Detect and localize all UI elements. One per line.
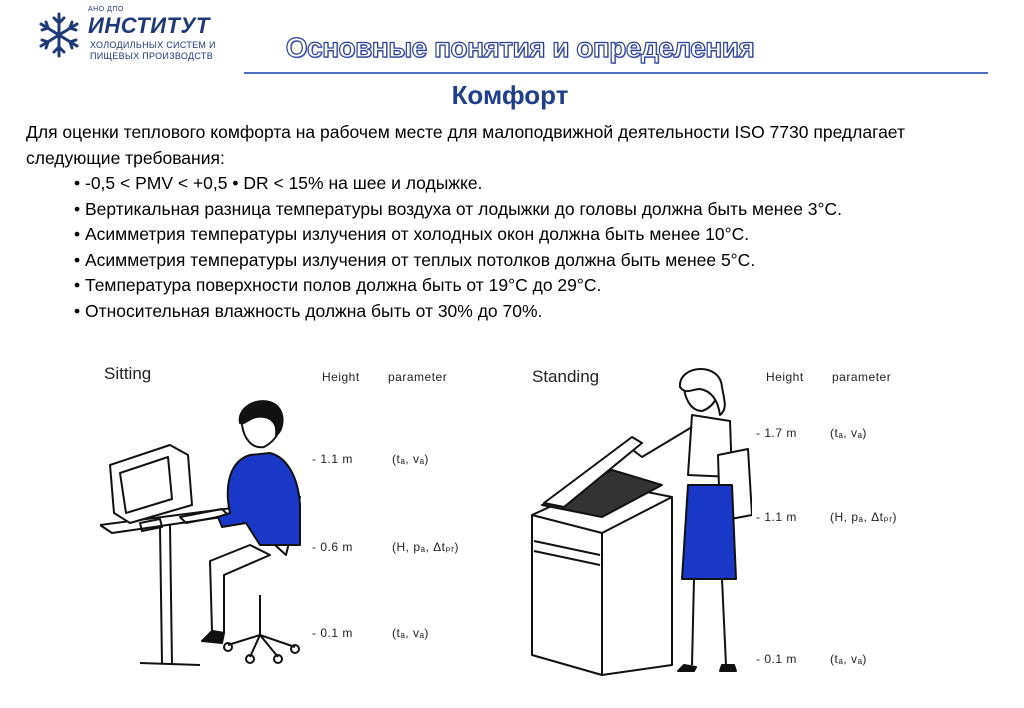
slide-subtitle: Комфорт [451, 80, 569, 110]
sitting-param-row: (tₐ, vₐ) [392, 626, 429, 640]
logo-line-1: ХОЛОДИЛЬНЫХ СИСТЕМ И [90, 40, 216, 50]
standing-label: Standing [532, 367, 600, 386]
standing-param-row: (H, pₐ, Δtₚᵣ) [830, 510, 897, 524]
sitting-height-row: - 0.6 m [312, 540, 353, 554]
bullet-item: • Относительная влажность должна быть от 30% до 70%. [74, 300, 543, 321]
sitting-label: Sitting [104, 364, 152, 383]
standing-height-row: - 1.7 m [756, 426, 797, 440]
bullet-item: • -0,5 < PMV < +0,5 • DR < 15% на шее и лодыжке. [74, 173, 483, 193]
standing-parameter-header: parameter [832, 370, 892, 384]
logo-title: ИНСТИТУТ [88, 13, 210, 38]
bullet-item: • Вертикальная разница температуры воздуха от лодыжки до головы должна быть менее 3°C. [74, 198, 843, 219]
intro-paragraph: Для оценки теплового комфорта на рабочем месте для малоподвижной деятельности ISO 7730 предлагает следующие требования: [26, 122, 905, 168]
standing-illustration [522, 365, 752, 685]
sitting-height-row: - 1.1 m [312, 452, 353, 466]
standing-height-header: Height [766, 370, 804, 384]
sitting-height-header: Height [322, 370, 360, 384]
standing-param-row: (tₐ, vₐ) [830, 426, 867, 440]
slide-title: Основные понятия и определения [285, 32, 755, 63]
sitting-param-row: (tₐ, vₐ) [392, 452, 429, 466]
sitting-illustration [100, 395, 330, 695]
logo-line-2: ПИЩЕВЫХ ПРОИЗВОДСТВ [90, 51, 214, 61]
bullet-item: • Асимметрия температуры излучения от теплых потолков должна быть менее 5°C. [74, 249, 756, 270]
sitting-parameter-header: parameter [388, 370, 448, 384]
standing-param-row: (tₐ, vₐ) [830, 652, 867, 666]
sitting-height-row: - 0.1 m [312, 626, 353, 640]
requirements-text [26, 120, 996, 324]
standing-height-row: - 1.1 m [756, 510, 797, 524]
sitting-param-row: (H, pₐ, Δtₚᵣ) [392, 540, 459, 554]
bullet-item: • Асимметрия температуры излучения от холодных окон должна быть менее 10°C. [74, 224, 750, 244]
snowflake-icon [34, 10, 84, 60]
title-divider [244, 72, 988, 74]
standing-height-row: - 0.1 m [756, 652, 797, 666]
bullet-item: • Температура поверхности полов должна быть от 19°C до 29°C. [74, 275, 602, 295]
logo-prefix: АНО ДПО [88, 6, 124, 13]
